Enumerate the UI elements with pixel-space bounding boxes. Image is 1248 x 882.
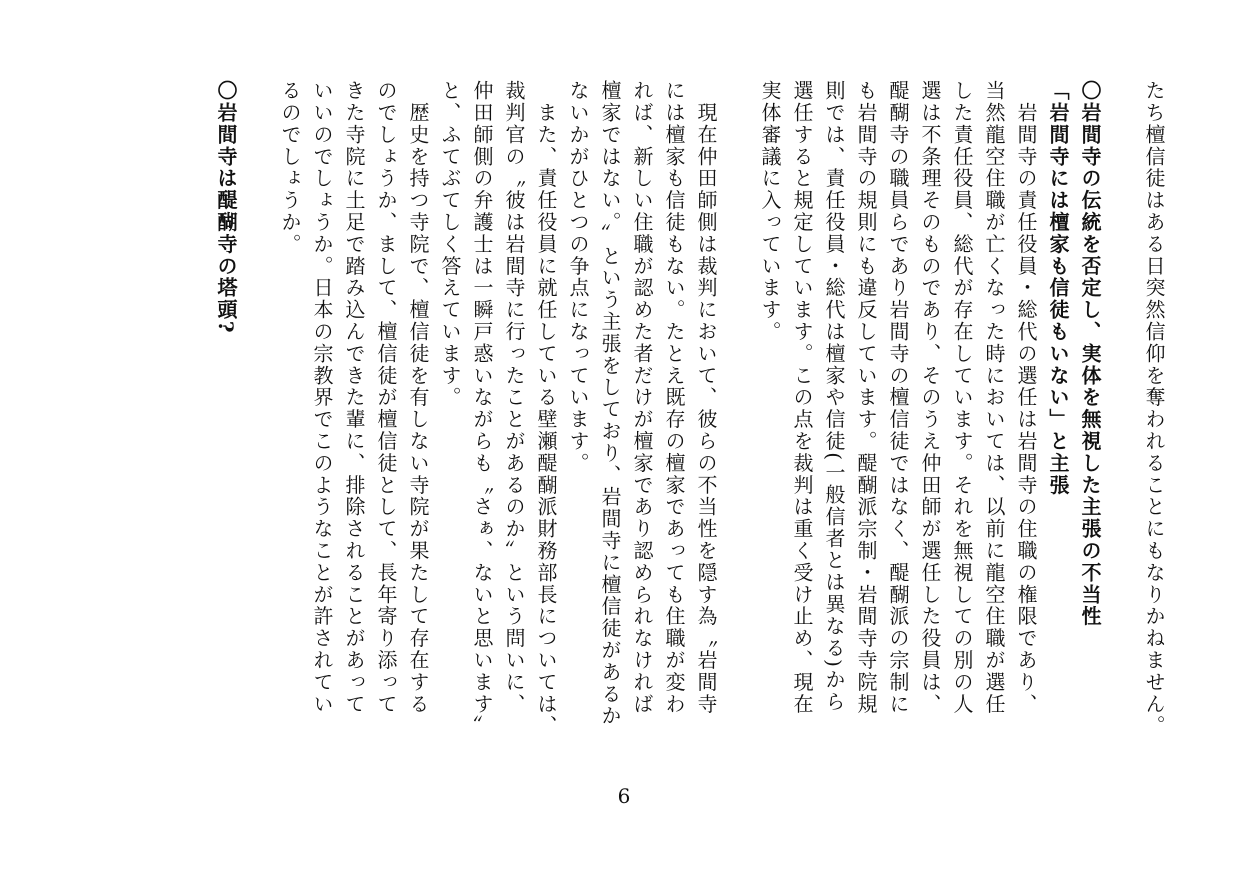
text-column: 現在仲田師側は裁判において、彼らの不当性を隠す為〝岩間寺	[694, 80, 718, 716]
text-column: 則では、責任役員・総代は檀家や信徒(一般信者とは異なる)から	[822, 80, 846, 713]
text-column: ないかがひとつの争点になっています。	[566, 80, 590, 475]
text-column: 檀家ではない。〟という主張をしており、岩間寺に檀信徒があるか	[598, 80, 622, 727]
text-column: 実体審議に入っています。	[758, 80, 782, 343]
text-column: 裁判官の〝彼は岩間寺に行ったことがあるのか〟という問いに、	[502, 80, 526, 716]
text-column: 仲田師側の弁護士は一瞬戸惑いながらも〝さぁ、ないと思います〟	[470, 80, 494, 737]
text-column: れば、新しい住職が認めた者だけが檀家であり認められなければ	[630, 80, 654, 716]
text-column: も岩間寺の規則にも違反しています。醍醐派宗制・岩間寺寺院規	[854, 80, 878, 716]
text-column: には檀家も信徒もない。たとえ既存の檀家であっても住職が変わ	[662, 80, 686, 716]
text-column: いいのでしょうか。日本の宗教界でこのようなことが許されてい	[310, 80, 334, 716]
vertical-text-block	[210, 80, 1170, 800]
column-gap	[242, 80, 274, 800]
section-heading: 〇岩間寺は醍醐寺の塔頭?	[214, 80, 238, 335]
text-column: 醍醐寺の職員らであり岩間寺の檀信徒ではなく、醍醐派の宗制に	[886, 80, 910, 716]
section-heading: 〇岩間寺の伝統を否定し、実体を無視した主張の不当性	[1078, 80, 1102, 628]
page-number: 6	[617, 784, 631, 808]
text-column: 歴史を持つ寺院で、檀信徒を有しない寺院が果たして存在する	[406, 80, 430, 716]
text-column: また、責任役員に就任している壁瀬醍醐派財務部長については、	[534, 80, 558, 737]
text-column: 選任すると規定しています。この点を裁判は重く受け止め、現在	[790, 80, 814, 716]
text-column: るのでしょうか。	[278, 80, 302, 256]
text-column: のでしょうか、まして、檀信徒が檀信徒として、長年寄り添って	[374, 80, 398, 716]
column-gap	[1106, 80, 1138, 800]
text-column: きた寺院に土足で踏み込んできた輩に、排除されることがあって	[342, 80, 366, 716]
text-column: 当然龍空住職が亡くなった時においては、以前に龍空住職が選任	[982, 80, 1006, 716]
column-gap	[722, 80, 754, 800]
text-column: した責任役員、総代が存在しています。それを無視しての別の人	[950, 80, 974, 716]
text-column: と、ふてぶてしく答えています。	[438, 80, 462, 409]
section-heading: 「岩間寺には檀家も信徒もいない」と主張	[1046, 80, 1070, 497]
text-column: 岩間寺の責任役員・総代の選任は岩間寺の住職の権限であり、	[1014, 80, 1038, 716]
text-column: たち檀信徒はある日突然信仰を奪われることにもなりかねません。	[1142, 80, 1166, 737]
text-area	[150, 80, 1170, 800]
text-column: 選は不条理そのものであり、そのうえ仲田師が選任した役員は、	[918, 80, 942, 716]
